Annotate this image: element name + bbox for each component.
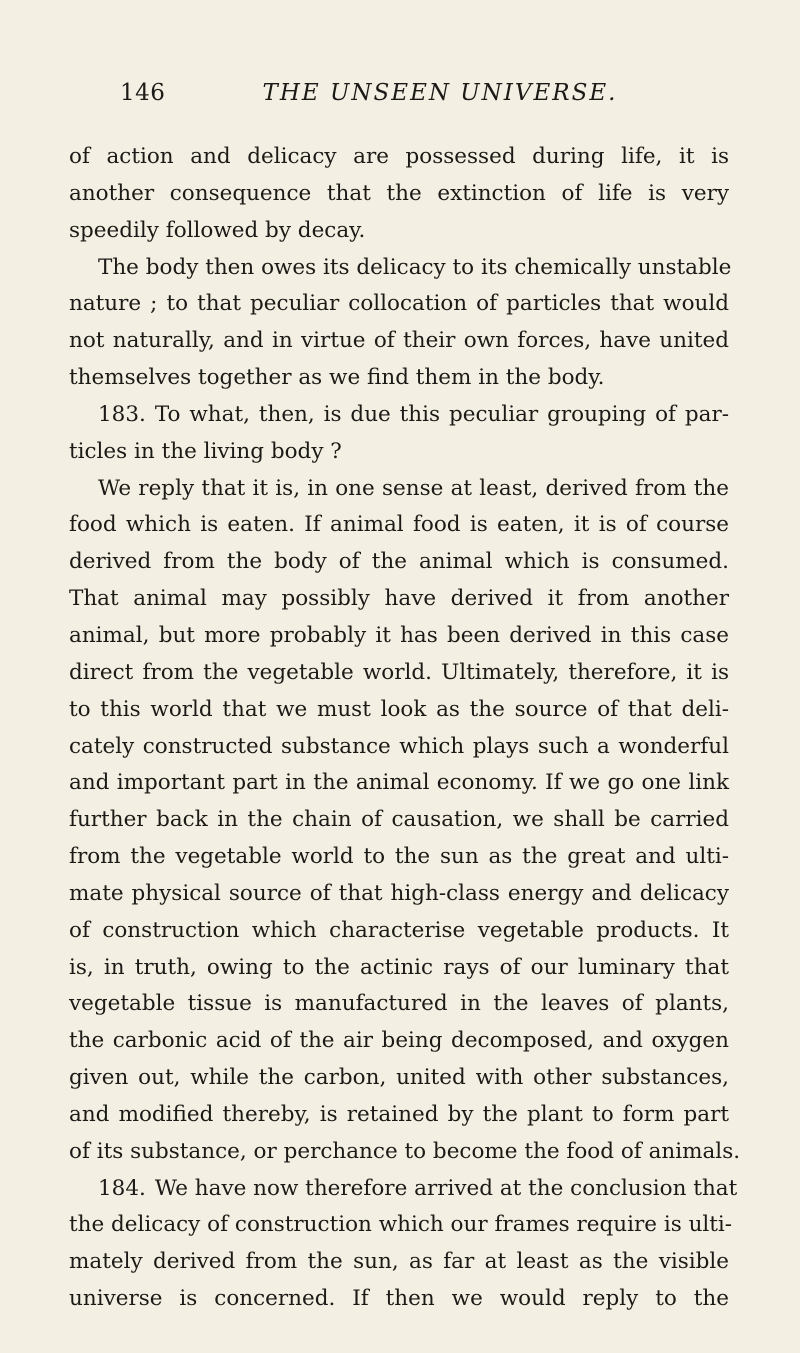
line-text: To what, then, is due this peculiar grouping of par- — [154, 401, 729, 427]
line-text: given out, while the carbon, united with other substances, — [69, 1065, 729, 1091]
text-line — [69, 323, 729, 360]
paragraph-number: 183. — [98, 401, 146, 427]
text-line — [69, 729, 729, 766]
line-text: That animal may possibly have derived it from another — [69, 586, 729, 612]
text-line — [69, 507, 729, 544]
text-line — [69, 360, 729, 397]
page-header — [120, 76, 660, 110]
text-line — [69, 655, 729, 692]
line-text: further back in the chain of causation, we shall be carried — [69, 807, 729, 833]
line-text: We have now therefore arrived at the conclusion that — [154, 1175, 738, 1201]
body-text — [69, 139, 741, 1318]
line-text: of construction which characterise vegetable products. It — [69, 917, 729, 943]
text-line — [69, 1244, 729, 1281]
text-line — [69, 1281, 729, 1318]
line-text: speedily followed by decay. — [69, 217, 366, 243]
text-line — [69, 1060, 729, 1097]
text-line — [69, 1134, 741, 1171]
line-text: of its substance, or perchance to become the food of animals. — [69, 1138, 741, 1164]
line-text: another consequence that the extinction of life is very — [69, 180, 729, 206]
text-line — [69, 839, 729, 876]
line-text: nature ; to that peculiar collocation of particles that would — [69, 291, 729, 317]
line-text: animal, but more probably it has been derived in this case — [69, 622, 729, 648]
text-line — [69, 544, 729, 581]
line-text: food which is eaten. If animal food is eaten, it is of course — [69, 512, 729, 538]
line-text: and modified thereby, is retained by the plant to form part — [69, 1101, 729, 1127]
line-text: cately constructed substance which plays such a wonderful — [69, 733, 729, 759]
text-line — [69, 213, 729, 250]
line-text: the carbonic acid of the air being decomposed, and oxygen — [69, 1028, 729, 1054]
line-text: the delicacy of construction which our frames require is ulti- — [69, 1212, 733, 1238]
line-text: We reply that it is, in one sense at least, derived from the — [98, 475, 729, 501]
line-text: mate physical source of that high-class energy and delicacy — [69, 880, 729, 906]
text-line — [69, 286, 729, 323]
text-line — [69, 692, 729, 729]
line-text: mately derived from the sun, as far at least as the visible — [69, 1249, 729, 1275]
running-title: THE UNSEEN UNIVERSE. — [262, 80, 618, 106]
text-line — [69, 765, 729, 802]
text-line — [69, 1023, 729, 1060]
text-line — [69, 434, 729, 471]
text-line — [69, 802, 729, 839]
text-line — [69, 139, 729, 176]
text-line — [69, 913, 729, 950]
text-line — [69, 471, 729, 508]
text-line — [69, 1171, 738, 1208]
text-line — [69, 250, 732, 287]
line-text: The body then owes its delicacy to its chemically unstable — [98, 254, 732, 280]
line-text: themselves together as we find them in the body. — [69, 365, 605, 391]
line-text: ticles in the living body ? — [69, 438, 342, 464]
text-line — [69, 176, 729, 213]
text-line — [69, 1097, 729, 1134]
line-text: is, in truth, owing to the actinic rays of our luminary that — [69, 954, 729, 980]
page-number: 146 — [120, 80, 166, 106]
paragraph-number: 184. — [98, 1175, 146, 1201]
text-line — [69, 581, 729, 618]
line-text: direct from the vegetable world. Ultimately, therefore, it is — [69, 659, 729, 685]
text-line — [69, 397, 729, 434]
line-text: of action and delicacy are possessed during life, it is — [69, 144, 729, 169]
text-line — [69, 618, 729, 655]
line-text: vegetable tissue is manufactured in the leaves of plants, — [69, 991, 729, 1017]
line-text: to this world that we must look as the source of that deli- — [69, 696, 729, 722]
text-line — [69, 950, 729, 987]
text-line — [69, 1207, 733, 1244]
line-text: universe is concerned. If then we would reply to the — [69, 1286, 729, 1312]
line-text: derived from the body of the animal which is consumed. — [69, 549, 729, 575]
line-text: and important part in the animal economy. If we go one link — [69, 770, 729, 796]
text-line — [69, 876, 729, 913]
line-text: from the vegetable world to the sun as the great and ulti- — [69, 844, 729, 870]
text-line — [69, 986, 729, 1023]
line-text: not naturally, and in virtue of their own forces, have united — [69, 328, 729, 354]
